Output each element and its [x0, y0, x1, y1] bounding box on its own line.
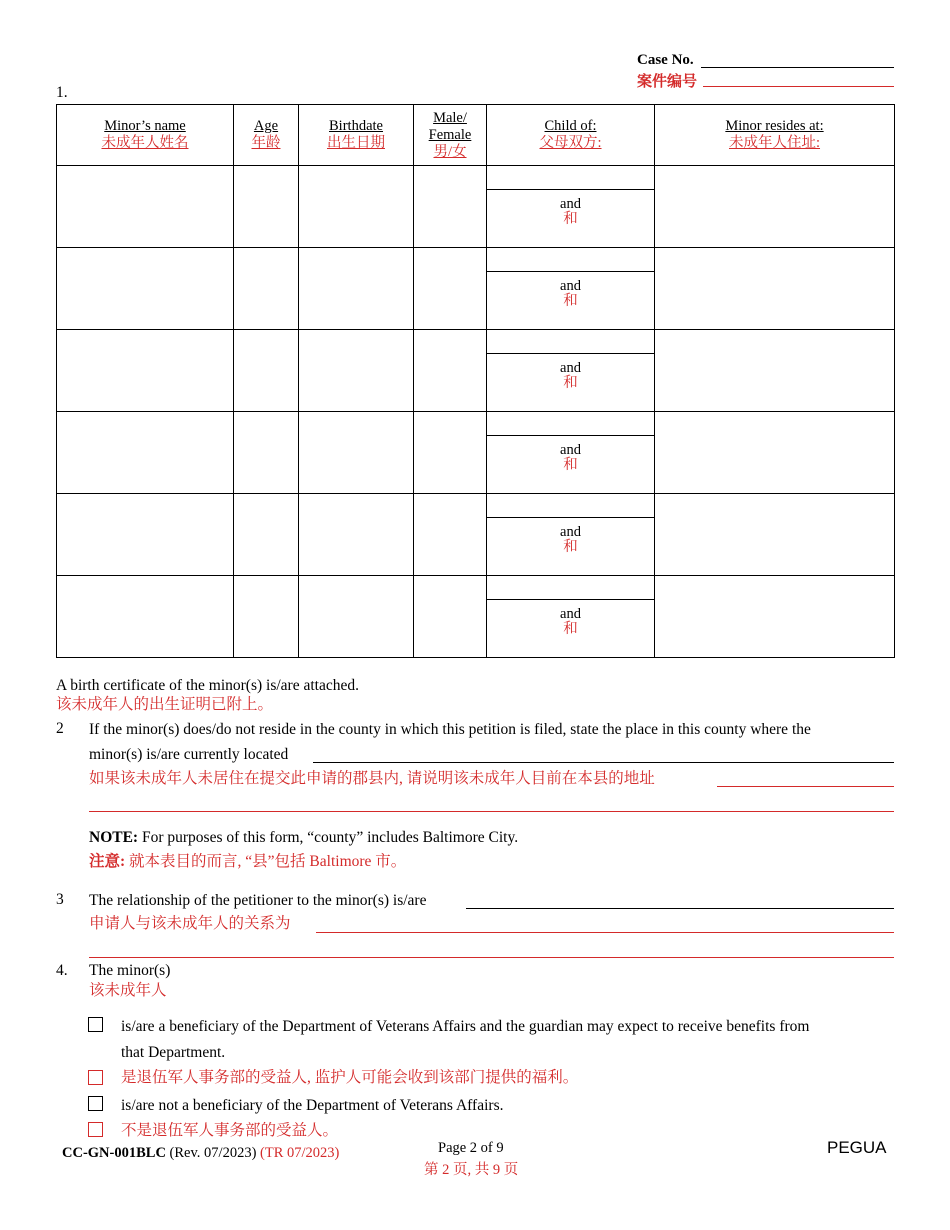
not-va-beneficiary-checkbox[interactable]: [88, 1096, 103, 1111]
age-cell[interactable]: [234, 412, 299, 494]
page-number: Page 2 of 9: [438, 1140, 504, 1156]
va-beneficiary-label-line2: that Department.: [121, 1044, 226, 1061]
parent-2-field[interactable]: and 和: [560, 524, 581, 555]
age-cell[interactable]: [234, 330, 299, 412]
child-of-cell: [487, 248, 655, 330]
form-id: CC-GN-001BLC (Rev. 07/2023) (TR 07/2023): [62, 1145, 340, 1161]
page-number-zh: 第 2 页, 共 9 页: [424, 1162, 519, 1178]
relationship-field[interactable]: [466, 908, 894, 909]
parent-2-field[interactable]: and 和: [560, 606, 581, 637]
form-code: PEGUA: [827, 1138, 887, 1157]
section-1-number: 1.: [56, 84, 68, 101]
minor-name-cell[interactable]: [57, 166, 234, 248]
va-beneficiary-checkbox[interactable]: [88, 1017, 103, 1032]
section-4-number: 4.: [56, 962, 68, 979]
resides-at-cell[interactable]: [655, 576, 895, 658]
child-of-cell: [487, 494, 655, 576]
va-beneficiary-checkbox-zh[interactable]: [88, 1070, 103, 1085]
resides-at-cell[interactable]: [655, 166, 895, 248]
age-cell[interactable]: [234, 248, 299, 330]
header-resides-at: Minor resides at: 未成年人住址:: [655, 105, 895, 166]
age-cell[interactable]: [234, 576, 299, 658]
header-child-of: Child of: 父母双方:: [487, 105, 655, 166]
child-of-cell: [487, 166, 655, 248]
case-number-label: Case No.: [637, 52, 694, 68]
birthdate-cell[interactable]: [299, 576, 414, 658]
not-va-beneficiary-checkbox-zh[interactable]: [88, 1122, 103, 1137]
section-3-text: The relationship of the petitioner to the minor(s) is/are: [89, 892, 427, 909]
parent-2-field[interactable]: and 和: [560, 196, 581, 227]
current-location-field-line2[interactable]: [89, 811, 894, 812]
section-2-text: If the minor(s) does/do not reside in the county in which this petition is filed, state the place in this county where the: [89, 721, 811, 738]
section-2-text-zh: 如果该未成年人未居住在提交此申请的郡县内, 请说明该未成年人目前在本县的地址: [89, 770, 655, 787]
birthdate-cell[interactable]: [299, 494, 414, 576]
parent-1-field[interactable]: [487, 412, 654, 436]
relationship-field-line2[interactable]: [89, 957, 894, 958]
section-4-text-zh: 该未成年人: [89, 982, 167, 999]
sex-cell[interactable]: [414, 576, 487, 658]
section-2-text-line2: minor(s) is/are currently located: [89, 746, 289, 763]
resides-at-cell[interactable]: [655, 330, 895, 412]
sex-cell[interactable]: [414, 166, 487, 248]
parent-2-field[interactable]: and 和: [560, 442, 581, 473]
not-va-beneficiary-label: is/are not a beneficiary of the Department of Veterans Affairs.: [121, 1097, 504, 1114]
parent-1-field[interactable]: [487, 330, 654, 354]
sex-cell[interactable]: [414, 248, 487, 330]
case-number-field-zh[interactable]: [703, 86, 894, 87]
child-of-cell: [487, 412, 655, 494]
current-location-field[interactable]: [313, 762, 894, 763]
header-sex: Male/ Female 男/女: [414, 105, 487, 166]
age-cell[interactable]: [234, 166, 299, 248]
table-row: [57, 330, 895, 412]
parent-1-field[interactable]: [487, 248, 654, 272]
section-2-number: 2: [56, 720, 64, 737]
sex-cell[interactable]: [414, 494, 487, 576]
parent-1-field[interactable]: [487, 166, 654, 190]
birthdate-cell[interactable]: [299, 412, 414, 494]
va-beneficiary-label-zh: 是退伍军人事务部的受益人, 监护人可能会收到该部门提供的福利。: [121, 1069, 579, 1086]
case-number-field[interactable]: [701, 67, 894, 68]
header-minor-name: Minor’s name 未成年人姓名: [57, 105, 234, 166]
sex-cell[interactable]: [414, 330, 487, 412]
minor-name-cell[interactable]: [57, 412, 234, 494]
minors-table: [56, 104, 895, 658]
table-row: [57, 494, 895, 576]
header-age: Age 年龄: [234, 105, 299, 166]
table-row: [57, 248, 895, 330]
table-row: [57, 412, 895, 494]
birthdate-cell[interactable]: [299, 166, 414, 248]
birthdate-cell[interactable]: [299, 248, 414, 330]
parent-2-field[interactable]: and 和: [560, 278, 581, 309]
case-number-label-zh: 案件编号: [637, 74, 698, 90]
minor-name-cell[interactable]: [57, 576, 234, 658]
note-text: NOTE: For purposes of this form, “county” includes Baltimore City.: [89, 829, 519, 846]
parent-1-field[interactable]: [487, 576, 654, 600]
va-beneficiary-label: is/are a beneficiary of the Department of Veterans Affairs and the guardian may expect to receive benefits from: [121, 1018, 810, 1035]
birthdate-cell[interactable]: [299, 330, 414, 412]
minor-name-cell[interactable]: [57, 248, 234, 330]
age-cell[interactable]: [234, 494, 299, 576]
section-3-text-zh: 申请人与该未成年人的关系为: [89, 915, 291, 932]
birth-certificate-note-zh: 该未成年人的出生证明已附上。: [56, 696, 274, 713]
section-4-text: The minor(s): [89, 962, 171, 979]
resides-at-cell[interactable]: [655, 248, 895, 330]
relationship-field-zh[interactable]: [316, 932, 894, 933]
parent-2-field[interactable]: and 和: [560, 360, 581, 391]
sex-cell[interactable]: [414, 412, 487, 494]
minor-name-cell[interactable]: [57, 494, 234, 576]
parent-1-field[interactable]: [487, 494, 654, 518]
section-3-number: 3: [56, 891, 64, 908]
current-location-field-zh[interactable]: [717, 786, 894, 787]
table-header-row: [57, 105, 895, 166]
resides-at-cell[interactable]: [655, 412, 895, 494]
note-text-zh: 注意: 就本表目的而言, “县”包括 Baltimore 市。: [89, 853, 407, 870]
child-of-cell: [487, 330, 655, 412]
table-row: [57, 576, 895, 658]
minor-name-cell[interactable]: [57, 330, 234, 412]
table-row: [57, 166, 895, 248]
child-of-cell: [487, 576, 655, 658]
not-va-beneficiary-label-zh: 不是退伍军人事务部的受益人。: [121, 1122, 339, 1139]
birth-certificate-note: A birth certificate of the minor(s) is/are attached.: [56, 677, 359, 694]
resides-at-cell[interactable]: [655, 494, 895, 576]
header-birthdate: Birthdate 出生日期: [299, 105, 414, 166]
